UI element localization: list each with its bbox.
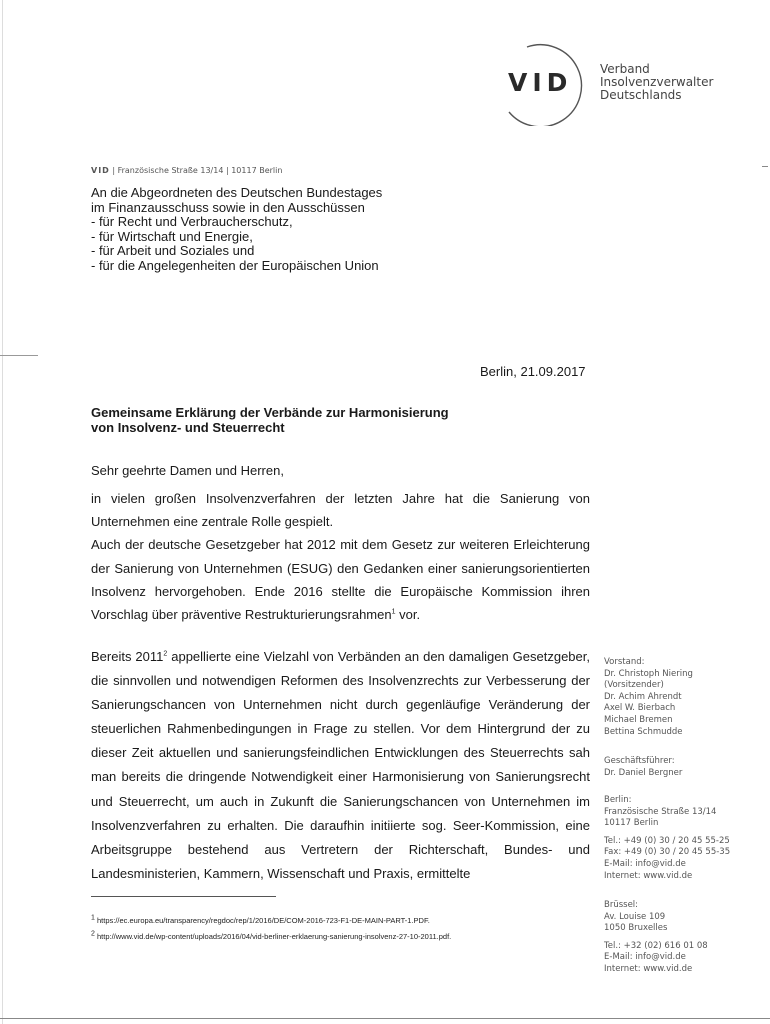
footnote [91, 929, 451, 945]
paragraph-2 [91, 645, 590, 886]
sidebar-line: Tel.: +49 (0) 30 / 20 45 55-25 [604, 835, 730, 846]
sidebar-line[interactable]: Internet: www.vid.de [604, 963, 693, 974]
punch-mark [762, 166, 768, 167]
sidebar-board [604, 657, 693, 738]
footnote-ref: 2 [163, 650, 168, 658]
org-line: Verband [600, 62, 650, 76]
sidebar-heading: Geschäftsführer: [604, 756, 675, 766]
sidebar-heading: Berlin: [604, 795, 632, 805]
sidebar-line: Tel.: +32 (02) 616 01 08 [604, 940, 708, 951]
footnotes [91, 913, 451, 945]
scan-edge [2, 0, 3, 1024]
sidebar-managing-director [604, 756, 682, 779]
footnote-divider [91, 896, 276, 897]
sender-abbr: VID [91, 166, 110, 175]
footnote-link[interactable]: https://ec.europa.eu/transparency/regdoc/rep/1/2016/DE/COM-2016-723-F1-DE-MAIN-PART-1.PDF. [97, 916, 430, 925]
recipient-line: im Finanzausschuss sowie in den Ausschüssen [91, 199, 365, 215]
sidebar-line: Michael Bremen [604, 714, 673, 725]
sidebar-line[interactable]: E-Mail: info@vid.de [604, 858, 686, 869]
sidebar-heading: Vorstand: [604, 657, 645, 667]
paragraph-2-start: Bereits 2011 [91, 649, 164, 664]
salutation: Sehr geehrte Damen und Herren, [91, 463, 284, 478]
sidebar-heading: Brüssel: [604, 900, 639, 910]
sidebar-line[interactable]: Internet: www.vid.de [604, 870, 693, 881]
paragraph-1-sentence-2: Auch der deutsche Gesetzgeber hat 2012 mit dem Gesetz zur weiteren Erleichterung der Sanierung von Unternehmen (ESUG) den Gedanken einer sanierungsorientierten Insolvenz hervorgehoben. Ende 2016 stellte die Europäische Kommission ihren Vorschlag über präventive Restrukturierungsrahmen [91, 537, 590, 623]
fold-mark [0, 355, 38, 356]
organization-name [600, 63, 713, 102]
recipient-line: An die Abgeordneten des Deutschen Bundestages [91, 185, 383, 200]
sidebar-brussels [604, 900, 708, 976]
scan-bottom-edge [0, 1018, 770, 1019]
subject-line: von Insolvenz- und Steuerrecht [91, 420, 285, 435]
footnote-number: 1 [91, 914, 95, 922]
letter-subject [91, 405, 449, 435]
sidebar-line: (Vorsitzender) [604, 680, 664, 691]
sidebar-line: Fax: +49 (0) 30 / 20 45 55-35 [604, 847, 731, 858]
subject-line: Gemeinsame Erklärung der Verbände zur Harmonisierung [91, 405, 449, 420]
sidebar-line: Dr. Christoph Niering [604, 668, 693, 679]
sidebar-line: Av. Louise 109 [604, 911, 666, 922]
sidebar-berlin [604, 795, 730, 882]
paragraph-2-body: appellierte eine Vielzahl von Verbänden an den damaligen Gesetzgeber, die sinnvollen und notwendigen Reformen des Insolvenzrechts zur Verbesserung der Sanierungschancen von Unternehmen nicht durch gegenläufige Veränderung der steuerlichen Rahmenbedingungen in Frage zu stellen. Vor dem Hintergrund der zu dieser Zeit aktuellen und sanierungsfeindlichen Entwicklungen des Steuerrechts sah man bereits die dringende Notwendigkeit einer Harmonisierung von Sanierungsrecht und Steuerrecht, um auch in Zukunft die Sanierungschancen von Unternehmen im Insolvenzverfahren zu erhalten. Die daraufhin initiierte sog. Seer-Kommission, eine Arbeitsgruppe bestehend aus Vertretern der Richterschaft, Bundes- und Landesministerien, Kammern, Wissenschaft und Praxis, ermittelte [91, 649, 590, 881]
letter-date: Berlin, 21.09.2017 [480, 364, 586, 379]
org-line: Deutschlands [600, 88, 682, 102]
footnote [91, 913, 451, 929]
recipient-line: - für die Angelegenheiten der Europäischen Union [91, 257, 379, 273]
recipient-line: - für Wirtschaft und Energie, [91, 228, 253, 244]
sidebar-line: Französische Straße 13/14 [604, 806, 717, 817]
sidebar-line: Dr. Daniel Bergner [604, 767, 683, 778]
paragraph-1-sentence-1: in vielen großen Insolvenzverfahren der letzten Jahre hat die Sanierung von Unternehmen eine zentrale Rolle gespielt. [91, 491, 590, 530]
footnote-number: 2 [91, 930, 95, 938]
logo: VID [508, 68, 573, 97]
org-line: Insolvenzverwalter [600, 75, 714, 89]
paragraph-1-end: vor. [395, 607, 421, 623]
sidebar-line: Bettina Schmudde [604, 726, 683, 737]
sidebar-line: 1050 Bruxelles [604, 923, 668, 934]
paragraph-1 [91, 487, 590, 626]
recipient-line: - für Recht und Verbraucherschutz, [91, 214, 293, 230]
sidebar-line: Dr. Achim Ahrendt [604, 691, 682, 702]
recipient-block [91, 186, 382, 274]
sidebar-line: 10117 Berlin [604, 818, 659, 829]
sender-address: | Französische Straße 13/14 | 10117 Berlin [109, 166, 283, 175]
sender-line [91, 166, 282, 175]
recipient-line: - für Arbeit und Soziales und [91, 243, 255, 259]
sidebar-line: Axel W. Bierbach [604, 703, 676, 714]
sidebar-line[interactable]: E-Mail: info@vid.de [604, 952, 686, 963]
footnote-ref: 1 [391, 608, 396, 616]
footnote-link[interactable]: http://www.vid.de/wp-content/uploads/2016/04/vid-berliner-erklaerung-sanierung-insolvenz-27-10-2011.pdf. [97, 932, 452, 941]
